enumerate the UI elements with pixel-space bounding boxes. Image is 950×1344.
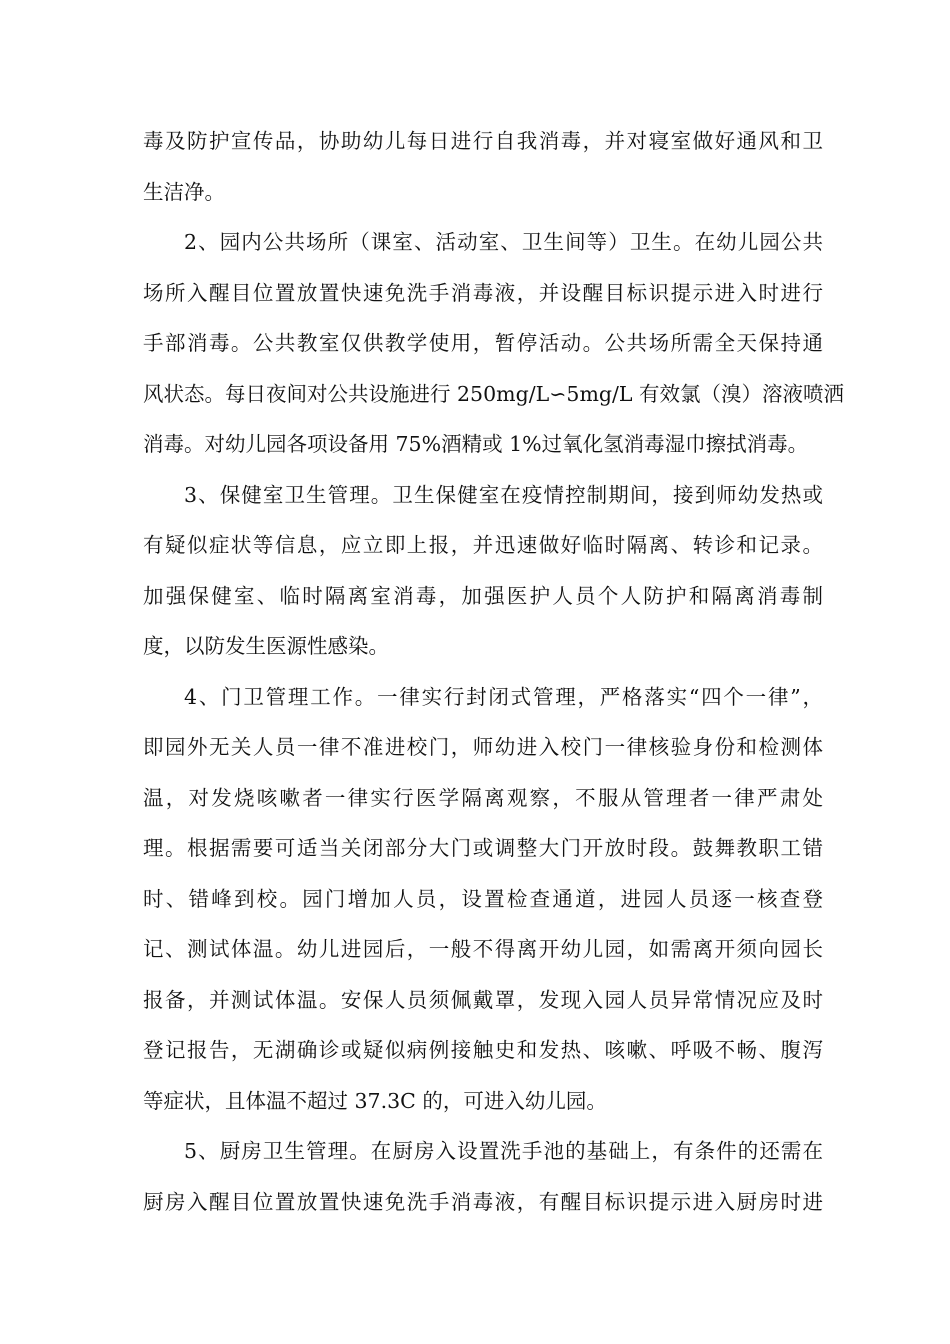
- text-line: 风状态。每日夜间对公共设施进行 250mg/L∽5mg/L 有效氯（溴）溶液喷洒: [143, 381, 845, 406]
- paragraph-start-line: 5、厨房卫生管理。在厨房入设置洗手池的基础上，有条件的还需在: [184, 1139, 823, 1163]
- text-line: 度，以防发生医源性感染。: [143, 634, 389, 658]
- text-line: 记、测试体温。幼儿进园后，一般不得离开幼儿园，如需离开须向园长: [143, 937, 823, 961]
- text-line: 厨房入醒目位置放置快速免洗手消毒液，有醒目标识提示进入厨房时进: [143, 1189, 823, 1214]
- paragraph-start-line: 2、园内公共场所（课室、活动室、卫生间等）卫生。在幼儿园公共: [184, 230, 823, 254]
- text-line: 理。根据需要可适当关闭部分大门或调整大门开放时段。鼓舞教职工错: [143, 836, 823, 860]
- text-line: 有疑似症状等信息，应立即上报，并迅速做好临时隔离、转诊和记录。: [143, 533, 823, 557]
- text-line: 生洁净。: [143, 179, 225, 204]
- text-line: 时、错峰到校。园门增加人员，设置检查通道，进园人员逐一核查登: [143, 886, 823, 911]
- text-line: 手部消毒。公共教室仅供教学使用，暂停活动。公共场所需全天保持通: [143, 331, 823, 355]
- text-line: 即园外无关人员一律不准进校门，师幼进入校门一律核验身份和检测体: [143, 735, 823, 759]
- document-body: [143, 116, 845, 1227]
- text-line: 消毒。对幼儿园各项设备用 75%酒精或 1%过氧化氢消毒湿巾擦拭消毒。: [143, 432, 809, 456]
- text-line: 等症状，且体温不超过 37.3C 的，可进入幼儿园。: [143, 1088, 607, 1113]
- text-line: 报备，并测试体温。安保人员须佩戴罩，发现入园人员异常情况应及时: [143, 987, 823, 1012]
- text-line: 加强保健室、临时隔离室消毒，加强医护人员个人防护和隔离消毒制: [143, 583, 823, 608]
- paragraph-start-line: 3、保健室卫生管理。卫生保健室在疫情控制期间，接到师幼发热或: [184, 482, 823, 507]
- text-line: 场所入醒目位置放置快速免洗手消毒液，并设醒目标识提示进入时进行: [143, 280, 823, 305]
- text-line: 毒及防护宣传品，协助幼儿每日进行自我消毒，并对寝室做好通风和卫: [143, 129, 823, 153]
- text-line: 登记报告，无湖确诊或疑似病例接触史和发热、咳嗽、呼吸不畅、腹泻: [143, 1038, 823, 1062]
- text-line: 温，对发烧咳嗽者一律实行医学隔离观察，不服从管理者一律严肃处: [143, 785, 823, 810]
- paragraph-start-line: 4、门卫管理工作。一律实行封闭式管理，严格落实“四个一律”，: [184, 684, 823, 709]
